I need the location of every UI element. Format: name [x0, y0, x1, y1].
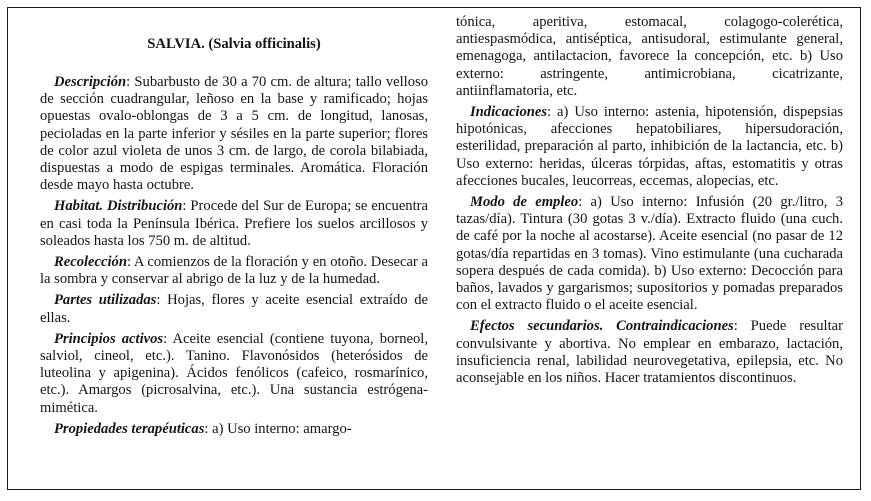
section-text: Subarbusto de 30 a 70 cm. de altura; tallo velloso de sección cuadrangular, leñoso en la base y ramificado; hojas opuestas ovalo-oblongas de 3 a 5 cm. de longitud, lanosas, pecioladas en la parte inferior y sésiles en la parte superior; flores de color azul violeta de unos 3 cm. de largo, de corola bilabiada, dispuestas a modo de espigas terminales. Aromática. Floración desde mayo hasta octubre.	[40, 74, 428, 194]
section-separator: :	[204, 420, 209, 437]
section-propiedades-terapeuticas	[40, 421, 428, 438]
section-text: A comienzos de la floración y en otoño. Desecar a la sombra y conservar al abrigo de la luz y de la humedad.	[40, 254, 428, 288]
section-separator: :	[733, 318, 738, 335]
section-label: Modo de empleo	[470, 194, 579, 211]
section-text: a) Uso interno: amargo-	[208, 420, 352, 437]
document-frame	[7, 7, 861, 490]
page-title: SALVIA. (Salvia officinalis)	[147, 36, 321, 52]
section-habitat	[40, 198, 428, 250]
section-modo-de-empleo	[456, 194, 843, 314]
section-text: Procede del Sur de Europa; se encuentra en casi toda la Península Ibérica. Prefiere los suelos arcillosos y soleados hasta los 750 m. de altitud.	[40, 198, 428, 249]
section-indicaciones	[456, 104, 843, 190]
section-label: Efectos secundarios. Contraindicaciones	[470, 318, 734, 335]
section-label: Principios activos	[54, 330, 164, 347]
section-principios-activos	[40, 331, 428, 417]
section-separator: :	[126, 254, 132, 271]
section-separator: :	[182, 198, 187, 215]
section-partes-utilizadas	[40, 292, 428, 326]
section-descripcion	[40, 74, 428, 194]
section-efectos-secundarios	[456, 318, 843, 387]
section-separator: :	[578, 194, 583, 211]
section-text: Hojas, flores y aceite esencial extraído de ellas.	[40, 292, 428, 326]
section-recoleccion	[40, 254, 428, 288]
section-text: a) Uso interno: astenia, hipotensión, dispepsias hipotónicas, afecciones hepatobiliares, hipersudoración, esterilidad, preparación al parto, inhibición de la lactancia, etc. b) Uso externo: heridas, úlceras tórpidas, aftas, estomatitis y otras afecciones bucales, leucorreas, eccemas, alopecias, etc.	[456, 104, 843, 189]
section-separator: :	[547, 104, 552, 121]
section-separator: :	[156, 292, 161, 309]
right-column	[456, 14, 843, 391]
section-label: Habitat. Distribución	[54, 198, 183, 215]
section-label: Propiedades terapéuticas	[54, 420, 205, 437]
section-label: Indicaciones	[470, 104, 548, 121]
section-text: a) Uso interno: Infusión (20 gr./litro, 3 tazas/día). Tintura (30 gotas 3 v./día). Extracto fluido (una cuch. de café por la noche al acostarse). Aceite esencial (no pasar de 12 gotas/día repartidas en 3 tomas). Vino estimulante (una cucharada sopera después de cada comida). b) Uso externo: Decocción para baños, lavados y gargarismos; supositorios y pomadas preparados con el extracto fluido o el aceite esencial.	[456, 194, 843, 314]
section-label: Recolección	[54, 254, 127, 271]
section-text: Aceite esencial (contiene tuyona, borneol, salviol, cineol, etc.). Tanino. Flavonósidos (heterósidos de luteolina y apigenina). Ácidos fenólicos (cafeico, rosmarínico, etc.). Amargos (picrosalvina, etc.). Una sustancia estrógena-mimética.	[40, 330, 428, 416]
section-label: Partes utilizadas	[54, 292, 157, 309]
section-separator: :	[163, 330, 168, 347]
section-text: Puede resultar convulsivante y abortiva. No emplear en embarazo, lactación, insuficiencia renal, labilidad neurovegetativa, epilepsia, etc. No aconsejable en los niños. Hacer tratamientos discontinuos.	[456, 318, 843, 387]
section-separator: :	[126, 74, 131, 90]
section-propiedades-continued: tónica, aperitiva, estomacal, colagogo-colerética, antiespasmódica, antiséptica, antisudoral, estimulante general, emenagoga, antilactacion, favorece la concepción, etc. b) Uso externo: astringente, antimicrobiana, cicatrizante, antiinflamatoria, etc.	[456, 14, 843, 99]
section-label: Descripción	[54, 74, 127, 90]
